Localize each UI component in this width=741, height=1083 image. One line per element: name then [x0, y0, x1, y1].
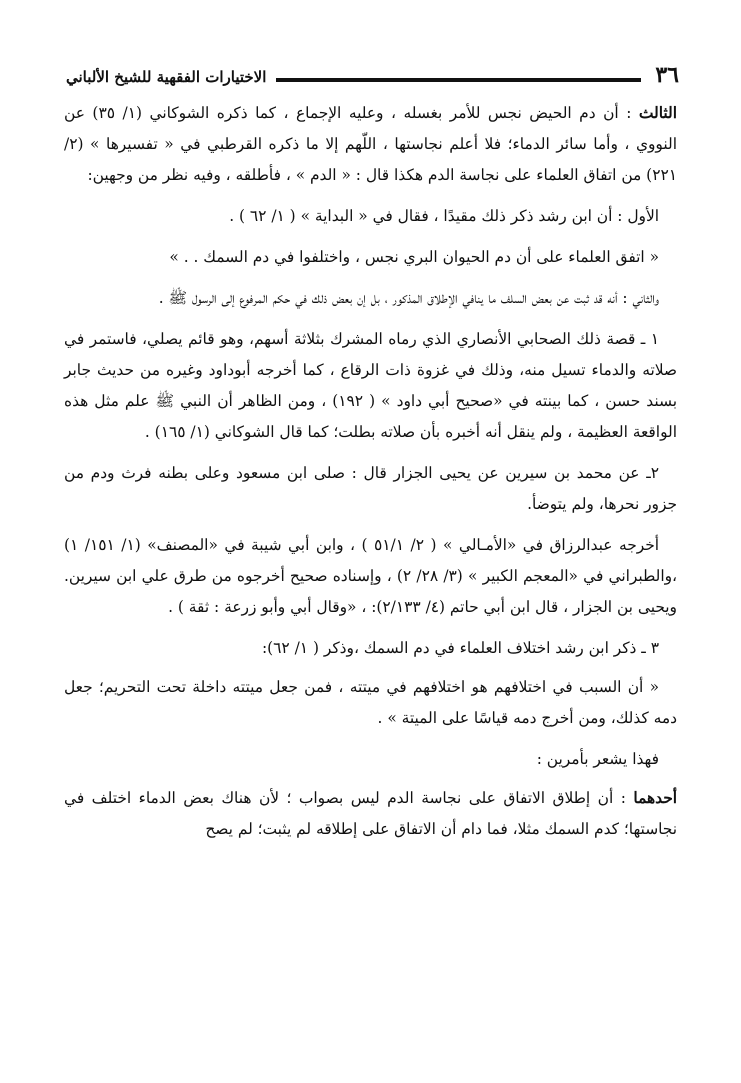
- paragraph-item-3: ٣ ـ ذكر ابن رشد اختلاف العلماء في دم السمك ،وذكر ( ١/ ٦٢):: [261, 639, 659, 657]
- paragraph-second-aspect: والثاني : أنه قد ثبت عن بعض السلف ما ينافي الإطلاق المذكور ، بل إن بعض ذلك في حكم المرفوع إلى الرسول ﷺ .: [158, 289, 659, 307]
- paragraph-lead: الثالث: [638, 104, 678, 122]
- header-rule: [276, 78, 641, 82]
- paragraph-third-point: [64, 98, 677, 191]
- page-number: ٣٦: [655, 62, 679, 88]
- paragraph-takhrij: أخرجه عبدالرزاق في «الأمـالي » ( ٢/ ٥١/١ ) ، وابن أبي شيبة في «المصنف» (١/ ١٥١/ ١) ،والطبراني في «المعجم الكبير » (٣/ ٢٨/ ٢) ، وإسناده صحيح أخرجوه من طرق علي ابن سيرين. ويحيى بن الجزار ، قال ابن أبي حاتم (٤/ ٢/١٣٣): ، «وقال أبي وأبو زرعة : ثقة ) .: [64, 536, 678, 616]
- paragraph-first-aspect: الأول : أن ابن رشد ذكر ذلك مقيدًا ، فقال في « البداية » ( ١/ ٦٢ ) .: [229, 207, 659, 225]
- paragraph-first-matter: [64, 783, 677, 845]
- paragraph-quote-ibn-rushd: « اتفق العلماء على أن دم الحيوان البري نجس ، واختلفوا في دم السمك . . »: [169, 248, 659, 266]
- paragraph-item-2: ٢ـ عن محمد بن سيرين عن يحيى الجزار قال : صلى ابن مسعود وعلى بطنه فرث ودم من جزور نحرها، ولم يتوضأ.: [64, 464, 677, 513]
- paragraph-quote-cause: « أن السبب في اختلافهم هو اختلافهم في ميتته ، فمن جعل ميتته داخلة تحت التحريم؛ جعل دمه كذلك، ومن أخرج دمه قياسًا على الميتة » .: [64, 678, 677, 727]
- paragraph-text: : أن إطلاق الاتفاق على نجاسة الدم ليس بصواب ؛ لأن هناك بعض الدماء اختلف في نجاستها؛ كدم السمك مثلا، فما دام أن الاتفاق على إطلاقه لم يثبت؛ لم يصح: [64, 789, 677, 838]
- paragraph-two-matters: فهذا يشعر بأمرين :: [536, 750, 659, 768]
- paragraph-item-1: ١ ـ قصة ذلك الصحابي الأنصاري الذي رماه المشرك بثلاثة أسهم، وهو قائم يصلي، فاستمر في صلاته والدماء تسيل منه، وذلك في غزوة ذات الرقاع ، كما أخرجه أبوداود وغيره من حديث جابر بسند حسن ، كما بينته في «صحيح أبي داود » ( ١٩٢) ، ومن الظاهر أن النبي ﷺ علم مثل هذه الواقعة العظيمة ، ولم ينقل أنه أخبره بأن صلاته بطلت؛ كما قال الشوكاني (١/ ١٦٥) .: [64, 330, 677, 441]
- paragraph-text: : أن دم الحيض نجس للأمر بغسله ، وعليه الإجماع ، كما ذكره الشوكاني (١/ ٣٥) عن النووي ، وأما سائر الدماء؛ فلا أعلم نجاستها ، اللّهم إلا ما ذكره القرطبي في « تفسيرها » (٢/ ٢٢١) من اتفاق العلماء على نجاسة الدم هكذا قال : « الدم » ، فأطلقه ، وفيه نظر من وجهين:: [64, 104, 677, 184]
- paragraph-lead: أحدهما: [633, 789, 677, 807]
- running-header: [66, 58, 679, 88]
- book-title: الاختيارات الفقهية للشيخ الألباني: [66, 68, 267, 86]
- page-body: [64, 98, 677, 855]
